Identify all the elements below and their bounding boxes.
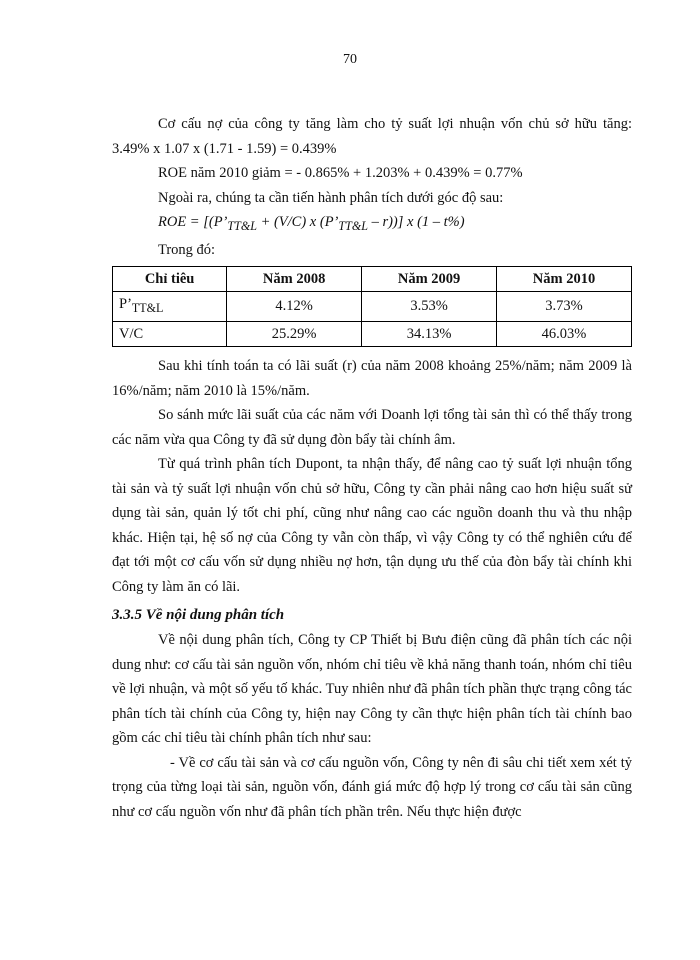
paragraph-analysis-angle: Ngoài ra, chúng ta cần tiến hành phân tích dưới góc độ sau: [158, 189, 504, 206]
paragraph-roe-2010: ROE năm 2010 giảm = - 0.865% + 1.203% + 0.439% = 0.77% [158, 165, 523, 181]
table-header-row [113, 266, 632, 292]
formula-part-a: ROE = [(P’ [158, 214, 228, 230]
table-row [113, 321, 632, 347]
paragraph-analysis-content: Về nội dung phân tích, Công ty CP Thiết bị Bưu điện cũng đã phân tích các nội dung như: cơ cấu tài sản nguồn vốn, nhóm chỉ tiêu về khả năng thanh toán, nhóm chỉ tiêu về lợi nhuận, và một số yếu tố khác. Tuy nhiên như đã phân tích phần thực trạng công tác phân tích tài chính của Công ty, hiện nay Công ty cần thực hiện phân tích tài chính bao gồm các chỉ tiêu tài chính phân tích như sau: [112, 632, 632, 747]
table-header-cell: Chỉ tiêu [113, 266, 227, 292]
section-heading: 3.3.5 Về nội dung phân tích [112, 607, 285, 624]
table-cell: 3.53% [362, 292, 497, 321]
row-label-main: P’ [119, 296, 132, 313]
paragraph-dupont-conclusion: Từ quá trình phân tích Dupont, ta nhận thấy, để nâng cao tỷ suất lợi nhuận tổng tài sản và tỷ suất lợi nhuận vốn chủ sở hữu, Công ty cần phải nâng cao hơn hiệu suất sử dụng tài sản, quản lý tốt chi phí, cũng như nâng cao các nguồn doanh thu và thu nhập khác. Hiện tại, hệ số nợ của Công ty vẫn còn thấp, vì vậy Công ty có thể nghiên cứu để đạt tới một cơ cấu vốn sử dụng nhiều nợ hơn, tận dụng ưu thế của đòn bẩy tài chính khi Công ty làm ăn có lãi. [112, 456, 632, 595]
table-row-label [113, 292, 227, 321]
table-header-cell: Năm 2010 [497, 266, 632, 292]
table-row [113, 292, 632, 321]
table-cell: 25.29% [227, 321, 362, 347]
table-cell: 34.13% [362, 321, 497, 347]
paragraph-debt-structure: Cơ cấu nợ của công ty tăng làm cho tỷ suất lợi nhuận vốn chủ sở hữu tăng: 3.49% x 1.07 x (1.71 - 1.59) = 0.439% [112, 116, 632, 157]
table-cell: 4.12% [227, 292, 362, 321]
page-content [112, 112, 632, 824]
formula-part-c: – r))] x (1 – t%) [367, 214, 465, 230]
table-cell: 3.73% [497, 292, 632, 321]
row-label-sub: TT&L [131, 301, 164, 316]
table-row-label: V/C [113, 321, 227, 347]
paragraph-where: Trong đó: [158, 242, 216, 259]
table-header-cell: Năm 2008 [227, 266, 362, 292]
paragraph-interest-rates: Sau khi tính toán ta có lãi suất (r) của năm 2008 khoảng 25%/năm; năm 2009 là 16%/năm; năm 2010 là 15%/năm. [112, 358, 632, 399]
paragraph-leverage-comparison: So sánh mức lãi suất của các năm với Doanh lợi tổng tài sản thì có thể thấy trong các năm vừa qua Công ty đã sử dụng đòn bẩy tài chính âm. [112, 407, 632, 448]
indicator-table [112, 266, 632, 347]
table-header-cell: Năm 2009 [362, 266, 497, 292]
formula-part-b: + (V/C) x (P’ [256, 214, 339, 230]
formula-sub-2: TT&L [338, 218, 368, 233]
roe-formula [112, 210, 632, 238]
paragraph-asset-structure: - Về cơ cấu tài sản và cơ cấu nguồn vốn, Công ty nên đi sâu chi tiết xem xét tỷ trọng của từng loại tài sản, nguồn vốn, đánh giá mức độ hợp lý trong cơ cấu tài sản cũng như cơ cấu nguồn vốn như đã phân tích phần trên. Nếu thực hiện được [112, 754, 632, 820]
page-number: 70 [343, 52, 357, 67]
formula-sub-1: TT&L [227, 218, 257, 233]
table-cell: 46.03% [497, 321, 632, 347]
